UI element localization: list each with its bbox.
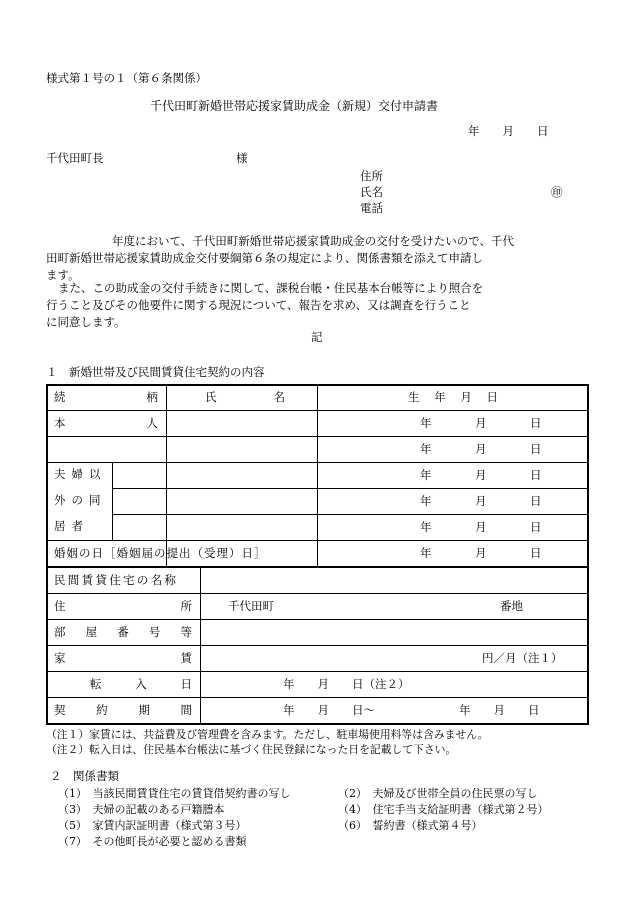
rental-name-label: 民間賃貸住宅の名称 bbox=[54, 573, 179, 587]
applicant-address-label: 住所 bbox=[360, 169, 383, 183]
others-label-2: 外の同 bbox=[54, 493, 107, 507]
contract-period-label: 契 約 期 間 bbox=[54, 703, 192, 717]
body-paragraph-1 bbox=[46, 233, 588, 284]
date-month: 月 bbox=[475, 416, 487, 430]
date-day: 日 bbox=[530, 442, 542, 456]
date-line: 年 月 日 bbox=[468, 124, 549, 138]
date-month: 月 bbox=[475, 442, 487, 456]
date-day: 日 bbox=[530, 416, 542, 430]
marriage-date-label: 婚姻の日［婚姻届の提出（受理）日］ bbox=[54, 546, 267, 560]
others-label-1: 夫婦以 bbox=[54, 467, 107, 481]
document-item: （5） 家賃内訳証明書（様式第３号） bbox=[58, 819, 247, 832]
body-line: 田町新婚世帯応援家賃助成金交付要綱第６条の規定により、関係書類を添えて申請し bbox=[46, 251, 483, 265]
col-name-header: 氏 名 bbox=[205, 390, 285, 404]
address-town: 千代田町 bbox=[228, 599, 274, 613]
note-1: （注１）家賃には、共益費及び管理費を含みます。ただし、駐車場使用料等は含みません。 bbox=[46, 728, 489, 741]
col-birth-header: 生 年 月 日 bbox=[408, 390, 498, 404]
date-year: 年 bbox=[420, 546, 432, 560]
document-item: （1） 当該民間賃貸住宅の賃貸借契約書の写し bbox=[58, 787, 291, 800]
body-line: 年度において、千代田町新婚世帯応援家賃助成金の交付を受けたいので、千代 bbox=[112, 234, 515, 248]
body-paragraph-2 bbox=[46, 280, 588, 331]
self-label: 本 人 bbox=[54, 416, 158, 430]
document-item: （4） 住宅手当支給証明書（様式第２号） bbox=[338, 803, 549, 816]
body-line: 行うこと及びその他要件に関する現況について、報告を求め、又は調査を行うこと bbox=[46, 298, 471, 312]
date-month: 月 bbox=[475, 520, 487, 534]
move-in-label: 転 入 日 bbox=[90, 677, 192, 691]
document-item: （7） その他町長が必要と認める書類 bbox=[58, 835, 247, 848]
form-number: 様式第１号の１（第６条関係） bbox=[46, 71, 207, 85]
date-month: 月 bbox=[475, 494, 487, 508]
document-item: （2） 夫婦及び世帯全員の住民票の写し bbox=[338, 787, 538, 800]
applicant-name-label: 氏名 bbox=[360, 185, 383, 199]
date-year: 年 bbox=[420, 520, 432, 534]
addressee-honorific: 様 bbox=[236, 151, 248, 165]
seal-mark: ㊞ bbox=[551, 185, 563, 199]
move-in-value: 年 月 日（注２） bbox=[283, 677, 410, 691]
address-banchi: 番地 bbox=[500, 599, 523, 613]
date-day: 日 bbox=[530, 520, 542, 534]
contract-to: 年 月 日 bbox=[459, 703, 540, 717]
date-day: 日 bbox=[530, 468, 542, 482]
date-month: 月 bbox=[475, 468, 487, 482]
date-year: 年 bbox=[420, 442, 432, 456]
section1-title: １ 新婚世帯及び民間賃貸住宅契約の内容 bbox=[46, 365, 265, 379]
col-relation-header: 続 柄 bbox=[54, 390, 158, 404]
ki-mark: 記 bbox=[311, 330, 323, 344]
contract-from: 年 月 日～ bbox=[283, 703, 375, 717]
section2-title: ２ 関係書類 bbox=[50, 769, 119, 783]
address-label: 住 所 bbox=[54, 599, 192, 613]
date-day: 日 bbox=[530, 546, 542, 560]
rent-label: 家 賃 bbox=[54, 651, 192, 665]
addressee: 千代田町長 bbox=[46, 151, 104, 165]
note-2: （注２）転入日は、住民基本台帳法に基づく住民登録になった日を記載して下さい。 bbox=[46, 743, 457, 756]
room-number-label: 部 屋 番 号 等 bbox=[54, 625, 192, 639]
date-year: 年 bbox=[420, 468, 432, 482]
others-label-3: 居者 bbox=[54, 519, 89, 533]
body-line: に同意します。 bbox=[46, 315, 126, 329]
applicant-phone-label: 電話 bbox=[360, 201, 383, 215]
rent-unit: 円／月（注１） bbox=[482, 651, 563, 665]
body-line: ます。 bbox=[46, 268, 80, 282]
date-year: 年 bbox=[420, 494, 432, 508]
body-line: また、この助成金の交付手続きに関して、課税台帳・住民基本台帳等により照合を bbox=[58, 281, 484, 295]
document-item: （3） 夫婦の記載のある戸籍謄本 bbox=[58, 803, 225, 816]
date-day: 日 bbox=[530, 494, 542, 508]
date-year: 年 bbox=[420, 416, 432, 430]
document-item: （6） 誓約書（様式第４号） bbox=[338, 819, 483, 832]
document-title: 千代田町新婚世帯応援家賃助成金（新規）交付申請書 bbox=[150, 99, 439, 113]
date-month: 月 bbox=[475, 546, 487, 560]
